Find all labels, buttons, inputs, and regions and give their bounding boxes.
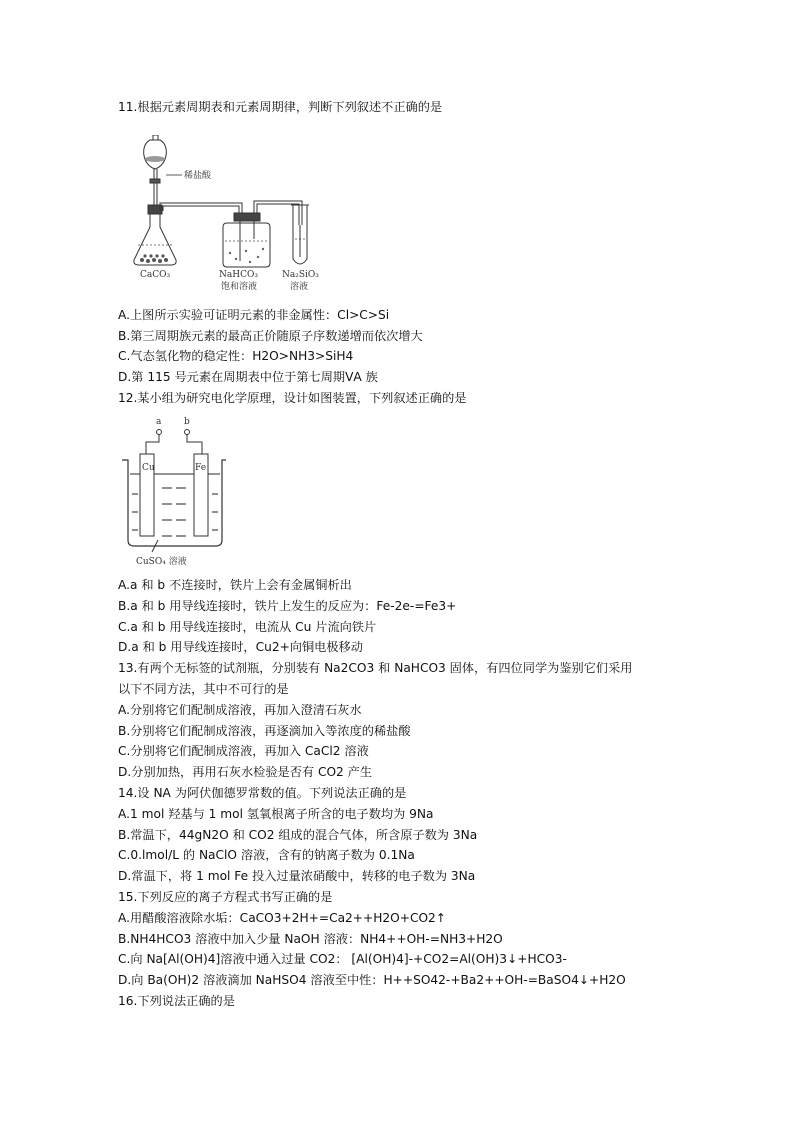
q11-option-a: A.上图所示实验可证明元素的非金属性：Cl>C>Si	[118, 308, 390, 322]
electrode-left-label: Cu	[142, 463, 155, 473]
acid-label: 稀盐酸	[184, 171, 212, 181]
tube-label-2: 溶液	[290, 282, 309, 292]
q14-option-d: D.常温下，将 1 mol Fe 投入过量浓硝酸中，转移的电子数为 3Na	[118, 869, 476, 883]
conical-flask-icon	[134, 205, 176, 265]
q14-option-a: A.1 mol 羟基与 1 mol 氢氧根离子所含的电子数均为 9Na	[118, 807, 434, 821]
bottle-label-2: 饱和溶液	[221, 282, 258, 292]
q11-option-d: D.第 115 号元素在周期表中位于第七周期ⅤA 族	[118, 370, 378, 384]
q15-option-c: C.向 Na[Al(OH)4]溶液中通入过量 CO2： [Al(OH)4]-+CO2=Al(OH)3↓+HCO3-	[118, 952, 567, 966]
flask-label: CaCO₃	[140, 270, 171, 280]
q11-option-c: C.气态氢化物的稳定性：H2O>NH3>SiH4	[118, 349, 354, 363]
beaker-icon	[122, 460, 226, 546]
solution-label: CuSO₄ 溶液	[136, 557, 187, 567]
q13-stem-line1: 13.有两个无标签的试剂瓶，分别装有 Na2CO3 和 NaHCO3 固体，有四位同学为鉴别它们采用	[118, 661, 633, 675]
electrode-right-label: Fe	[195, 463, 207, 473]
q13-option-d: D.分别加热，再用石灰水检验是否有 CO2 产生	[118, 765, 373, 779]
q13-option-b: B.分别将它们配制成溶液，再逐滴加入等浓度的稀盐酸	[118, 724, 411, 738]
q15-option-d: D.向 Ba(OH)2 溶液滴加 NaHSO4 溶液至中性：H++SO42-+Ba2++OH-=BaSO4↓+H2O	[118, 973, 626, 987]
q13-option-c: C.分别将它们配制成溶液，再加入 CaCl2 溶液	[118, 744, 369, 758]
q14-option-b: B.常温下，44gN2O 和 CO2 组成的混合气体，所含原子数为 3Na	[118, 828, 478, 842]
q12-option-b: B.a 和 b 用导线连接时，铁片上发生的反应为：Fe-2e-=Fe3+	[118, 599, 457, 613]
q16-stem: 16.下列说法正确的是	[118, 994, 235, 1008]
q14-option-c: C.0.lmol/L 的 NaClO 溶液，含有的钠离子数为 0.1Na	[118, 848, 415, 862]
tube-label-1: Na₂SiO₃	[282, 270, 319, 280]
q13-stem-line2: 以下不同方法，其中不可行的是	[118, 682, 289, 696]
q11-stem: 11.根据元素周期表和元素周期律，判断下列叙述不正确的是	[118, 100, 443, 114]
q12-option-c: C.a 和 b 用导线连接时，电流从 Cu 片流向铁片	[118, 620, 377, 634]
wash-bottle-icon	[223, 213, 270, 267]
separatory-funnel-icon	[144, 135, 167, 205]
q12-option-d: D.a 和 b 用导线连接时，Cu2+向铜电极移动	[118, 640, 363, 654]
q15-option-a: A.用醋酸溶液除水垢：CaCO3+2H+=Ca2++H2O+CO2↑	[118, 911, 447, 925]
q11-apparatus-figure	[130, 135, 340, 295]
q12-electrochem-figure	[118, 412, 238, 572]
q12-option-a: A.a 和 b 不连接时，铁片上会有金属铜析出	[118, 578, 352, 592]
q13-option-a: A.分别将它们配制成溶液，再加入澄清石灰水	[118, 703, 362, 717]
terminal-a-label: a	[156, 417, 162, 427]
q11-option-b: B.第三周期族元素的最高正价随原子序数递增而依次增大	[118, 329, 423, 343]
test-tube-icon	[291, 205, 309, 264]
q12-stem: 12.某小组为研究电化学原理，设计如图装置，下列叙述正确的是	[118, 391, 467, 405]
terminal-b-label: b	[184, 417, 190, 427]
q15-option-b: B.NH4HCO3 溶液中加入少量 NaOH 溶液：NH4++OH-=NH3+H2O	[118, 932, 503, 946]
bottle-label-1: NaHCO₃	[219, 270, 258, 280]
q15-stem: 15.下列反应的离子方程式书写正确的是	[118, 890, 333, 904]
q14-stem: 14.设 NA 为阿伏伽德罗常数的值。下列说法正确的是	[118, 786, 407, 800]
